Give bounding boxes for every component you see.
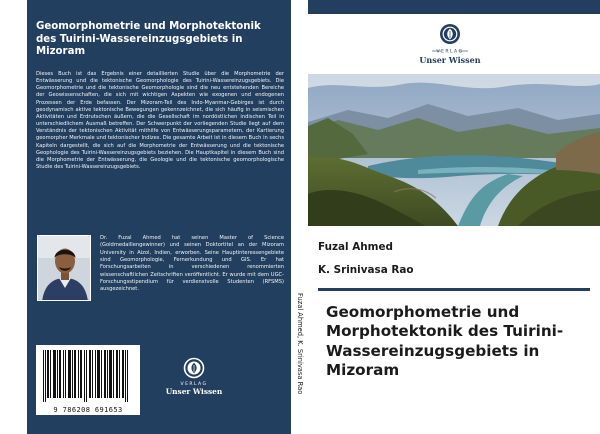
front-logo-verlag: VERLAG (436, 49, 464, 55)
back-logo-verlag: VERLAG (180, 382, 208, 387)
front-author-2: K. Srinivasa Rao (318, 264, 414, 276)
cover-landscape-photo (308, 74, 600, 226)
isbn-barcode (36, 345, 140, 415)
title-divider (318, 288, 590, 291)
spine (291, 0, 308, 434)
back-publisher-logo (164, 356, 224, 402)
spine-authors: Fuzal Ahmed, K. Srinivasa Rao (296, 293, 304, 395)
front-top-band (308, 0, 600, 14)
isbn-number: 9 786208 691653 (53, 406, 123, 414)
front-cover-title: Geomorphometrie und Morphotektonik des Tuirini-Wassereinzugsgebiets in Mizoram (326, 303, 564, 380)
front-publisher-logo (418, 22, 482, 70)
author-bio: Dr. Fuzal Ahmed hat seinen Master of Science (Goldmedaillengewinner) und seinen Doktortitel an der Mizoram University in Aizol, Indien, erworben. Seine Hauptinteressengebiete sind Geomorphologie, Fernerkundung und GIS. Er hat Forschungsarbeiten in verschiedenen renommierten wissenschaftlichen Zeitschriften veröffentlicht. Er wurde mit dem UGC-Forschungsstipendium für verdienstvolle Studenten (RFSMS) ausgezeichnet. (100, 235, 284, 293)
back-logo-name: Unser Wissen (165, 387, 223, 396)
front-logo-name: Unser Wissen (419, 55, 481, 65)
front-author-1: Fuzal Ahmed (318, 241, 393, 253)
back-cover-title: Geomorphometrie und Morphotektonik des Tuirini-Wassereinzugsgebiets in Mizoram (36, 21, 261, 57)
front-cover (308, 0, 600, 434)
back-cover (27, 0, 291, 434)
back-cover-blurb: Dieses Buch ist das Ergebnis einer detaillierten Studie über die Morphometrie der Entwässerung und die tektonische Geomorphologie des Tuirini-Wassereinzugsgebiets. Die Geomorphometrie und die tektonische Geomorphologie sind die neu entstehenden Bereiche der Geowissenschaften, die sich mit wichtigen Aspekten wie exogenen und endogenen Prozessen der Erde befassen. Der Mizoram-Teil des Indo-Myanmar-Gebirges ist durch geodynamisch aktive tektonische Bewegungen gekennzeichnet, die sich häufig in seismischen Aktivitäten und Erdrutschen äußern, die die Gesellschaft im nordöstlichen indischen Teil in unterschiedlichem Ausmaß betreffen. Der Schwerpunkt der vorliegenden Studie liegt auf dem Verständnis der tektonischen Aktivität mithilfe von Entwässerungsparametern, der Kartierung geomorpher Merkmale und tektonischer Indizes. Die gesamte Arbeit ist in diesem Buch in sechs Kapiteln dargestellt, die sich auf die Morphometrie der Entwässerung und die tektonische Geophologie des Tuirini-Wassereinzugsgebiets beziehen. Die Hauptkapitel in diesem Buch sind die Morphometrie der Entwässerung, die Geologie und die tektonische geomorphologische Studie des Tuirini-Wassereinzugsgebiets. (36, 71, 284, 171)
author-photo (37, 235, 91, 301)
